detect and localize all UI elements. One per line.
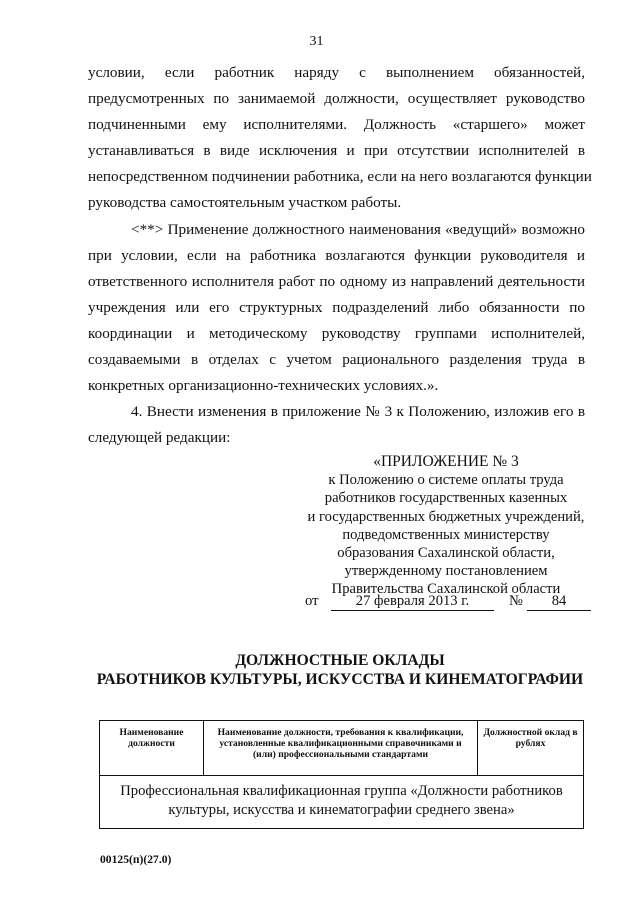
- paragraph-2-line: учреждения или его структурных подразделений либо обязанности по: [88, 299, 585, 316]
- header-salary: Должностной оклад в рублях: [478, 721, 584, 776]
- paragraph-2-line: координации и методическому руководству группами исполнителей,: [88, 325, 585, 342]
- heading-line-1: ДОЛЖНОСТНЫЕ ОКЛАДЫ: [235, 652, 445, 669]
- from-label: от: [305, 593, 319, 609]
- appendix-block: [300, 453, 592, 599]
- paragraph-2-line: <**> Применение должностного наименования «ведущий» возможно: [131, 221, 585, 238]
- paragraph-1-line: устанавливаться в виде исключения и при отсутствии исполнителей в: [88, 142, 585, 159]
- paragraph-1-line: руководства самостоятельным участком работы.: [88, 194, 402, 211]
- paragraph-2-line: ответственного исполнителя работ по одному из направлений деятельности: [88, 273, 585, 290]
- number-label: №: [509, 593, 523, 609]
- paragraph-1-line: непосредственном подчинении работника, если на него возлагаются функции: [88, 168, 592, 185]
- header-position: Наименование должности: [100, 721, 204, 776]
- table-group-row: [100, 776, 584, 829]
- page-number: 31: [309, 34, 324, 49]
- table-header-row: [100, 721, 584, 776]
- paragraph-1-line: предусмотренных по занимаемой должности, осуществляет руководство: [88, 90, 585, 107]
- paragraph-2-line: конкретных организационно-технических условиях.».: [88, 377, 439, 394]
- appendix-line: и государственных бюджетных учреждений,: [307, 508, 585, 525]
- document-code: 00125(п)(27.0): [100, 853, 172, 866]
- appendix-title: «ПРИЛОЖЕНИЕ № 3: [373, 453, 519, 470]
- heading-line-2: РАБОТНИКОВ КУЛЬТУРЫ, ИСКУССТВА И КИНЕМАТОГРАФИИ: [96, 671, 584, 688]
- paragraph-3-line: следующей редакции:: [88, 429, 231, 446]
- appendix-line: работников государственных казенных: [324, 490, 568, 507]
- appendix-line: к Положению о системе оплаты труда: [328, 472, 564, 489]
- paragraph-2-line: при условии, если на работника возлагаются функции руководителя и: [88, 247, 585, 264]
- appendix-line: образования Сахалинской области,: [337, 545, 555, 562]
- appendix-registration-line: [305, 593, 595, 613]
- appendix-line: утвержденному постановлением: [344, 563, 548, 580]
- paragraph-2-line: создаваемыми в отделах с учетом рационального разделения труда в: [88, 351, 585, 368]
- resolution-number: 84: [527, 593, 591, 611]
- paragraph-1-line: условии, если работник наряду с выполнением обязанностей,: [88, 64, 585, 81]
- header-qualification: Наименование должности, требования к квалификации, установленные квалификационными справочниками и (или) профессиональными стандартами: [204, 721, 478, 776]
- paragraph-1-line: подчиненными ему исполнителями. Должность «старшего» может: [88, 116, 585, 133]
- appendix-line: Правительства Сахалинской области: [331, 581, 561, 598]
- appendix-line: подведомственных министерству: [342, 526, 550, 543]
- salary-table: [99, 720, 584, 829]
- resolution-date: 27 февраля 2013 г.: [331, 593, 494, 611]
- paragraph-3-line: 4. Внести изменения в приложение № 3 к Положению, изложив его в: [131, 403, 585, 420]
- group-title: Профессиональная квалификационная группа «Должности работников культуры, искусства и кинематографии среднего звена»: [100, 776, 584, 829]
